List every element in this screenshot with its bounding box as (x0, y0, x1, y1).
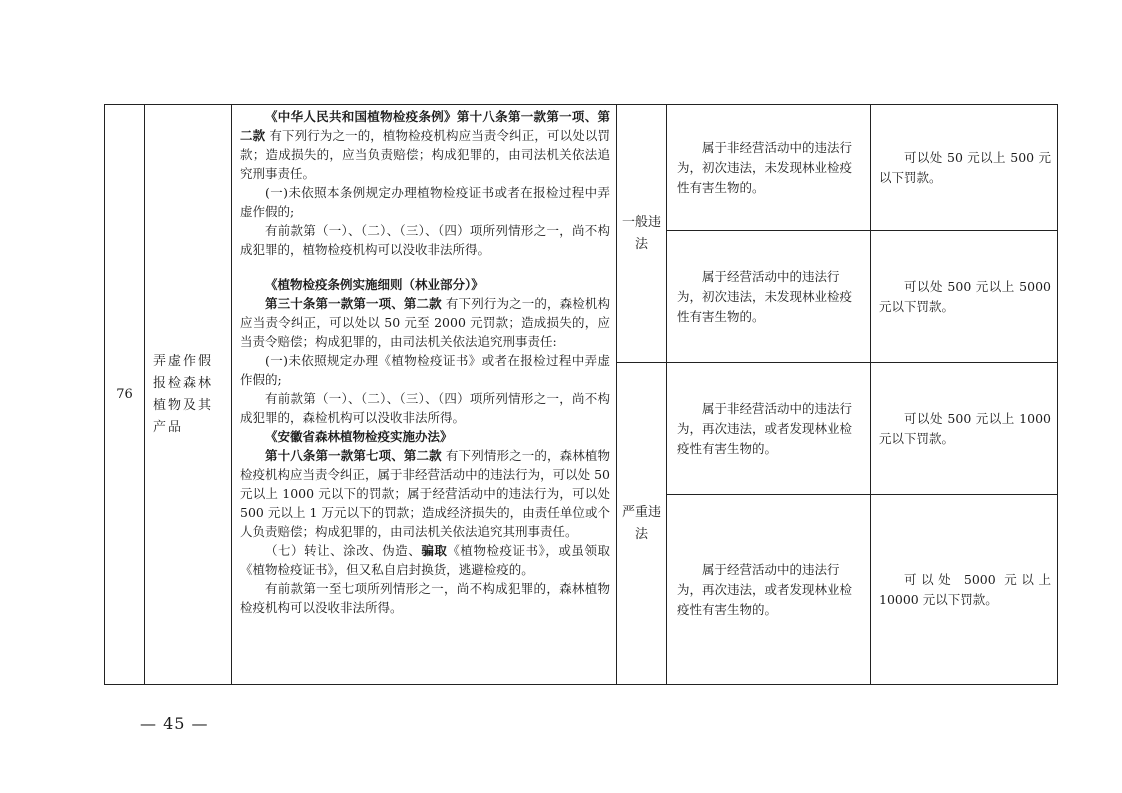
reg3-title: 《安徽省森林植物检疫实施办法》 (265, 429, 453, 444)
reg1-item2: 有前款第（一）、（二）、（三）、（四）项所列情形之一，尚不构成犯罪的，植物检疫机构可以没收非法所得。 (240, 223, 610, 257)
reg1-item1: (一)未依照本条例规定办理植物检疫证书或者在报检过程中弄虚作假的; (240, 185, 610, 219)
case-penalty: 可以处 50 元以上 500 元以下罚款。 (871, 105, 1058, 231)
reg2-article: 第三十条第一款第一项、第二款 (265, 296, 442, 311)
case-condition: 属于非经营活动中的违法行为，初次违法，未发现林业检疫性有害生物的。 (667, 105, 871, 231)
reg1-text: 有下列行为之一的，植物检疫机构应当责令纠正，可以处以罚款；造成损失的，应当负责赔偿；构成犯罪的，由司法机关依法追究刑事责任。 (240, 128, 610, 181)
case-condition: 属于非经营活动中的违法行为，再次违法，或者发现林业检疫性有害生物的。 (667, 363, 871, 495)
case-penalty: 可以处 5000 元以上 10000 元以下罚款。 (871, 495, 1058, 685)
level-serious: 严重违法 (617, 363, 667, 685)
reg3-item7-a: （七）转让、涂改、伪造、 (265, 543, 422, 558)
reg3-item7-bold: 骗取 (421, 543, 448, 558)
reg3-item-end: 有前款第一至七项所列情形之一，尚不构成犯罪的，森林植物检疫机构可以没收非法所得。 (240, 581, 610, 615)
table-row (105, 105, 1058, 231)
level-general: 一般违法 (617, 105, 667, 363)
reg3-item7-b: 《植物检疫证书》，或虽领取《植物检疫证书》，但又私自启封换货，逃避检疫的。 (240, 543, 610, 577)
case-condition: 属于经营活动中的违法行为，再次违法，或者发现林业检疫性有害生物的。 (667, 495, 871, 685)
reg2-text: 有下列行为之一的，森检机构应当责令纠正，可以处以 50 元至 2000 元罚款；造成损失的，应当责令赔偿；构成犯罪的，由司法机关依法追究刑事责任: (240, 296, 610, 349)
penalty-standard-table (104, 104, 1058, 685)
reg3-article: 第十八条第一款第七项、第二款 (265, 448, 442, 463)
reg2-title: 《植物检疫条例实施细则（林业部分）》 (265, 277, 484, 292)
page-number: — 45 — (140, 714, 209, 733)
violation-name: 弄虚作假报检森林植物及其产品 (145, 105, 232, 685)
legal-basis-cell (232, 105, 617, 685)
row-number: 76 (105, 105, 145, 685)
reg3-text: 有下列情形之一的，森林植物检疫机构应当责令纠正，属于非经营活动中的违法行为，可以处 50 元以上 1000 元以下的罚款；属于经营活动中的违法行为，可以处 500 元以上 1 万元以下的罚款；造成经济损失的，由责任单位或个人负责赔偿；构成犯罪的，由司法机关依法追究其刑事责任。 (240, 448, 610, 539)
reg2-item1: (一)未依照规定办理《植物检疫证书》或者在报检过程中弄虚作假的; (240, 353, 610, 387)
case-penalty: 可以处 500 元以上 1000 元以下罚款。 (871, 363, 1058, 495)
reg1-title: 《中华人民共和国植物检疫条例》第十八条第一款第一项、第二款 (240, 109, 610, 143)
case-penalty: 可以处 500 元以上 5000 元以下罚款。 (871, 231, 1058, 363)
reg2-item2: 有前款第（一）、（二）、（三）、（四）项所列情形之一，尚不构成犯罪的，森检机构可以没收非法所得。 (240, 391, 610, 425)
case-condition: 属于经营活动中的违法行为，初次违法，未发现林业检疫性有害生物的。 (667, 231, 871, 363)
